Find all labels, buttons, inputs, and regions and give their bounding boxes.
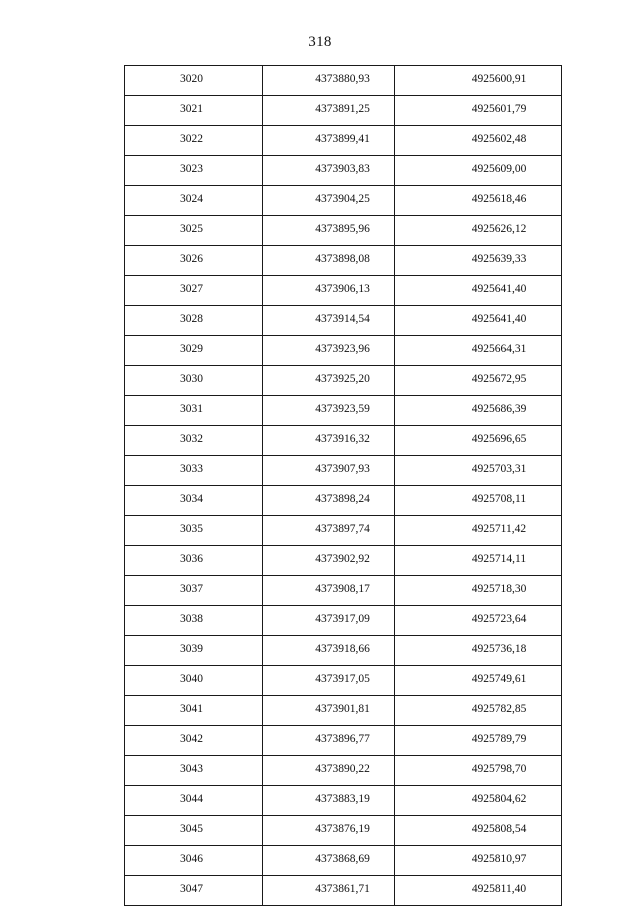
point-number-cell: 3024 [125, 186, 263, 216]
x-coordinate-cell: 4373917,05 [263, 666, 395, 696]
point-number-cell: 3029 [125, 336, 263, 366]
table-row [125, 516, 562, 546]
point-number-cell: 3038 [125, 606, 263, 636]
table-row [125, 246, 562, 276]
x-coordinate-cell: 4373906,13 [263, 276, 395, 306]
x-coordinate-cell: 4373876,19 [263, 816, 395, 846]
table-row [125, 876, 562, 906]
table-row [125, 636, 562, 666]
y-coordinate-cell: 4925618,46 [395, 186, 562, 216]
y-coordinate-cell: 4925641,40 [395, 306, 562, 336]
y-coordinate-cell: 4925736,18 [395, 636, 562, 666]
table-row [125, 696, 562, 726]
point-number-cell: 3036 [125, 546, 263, 576]
coordinates-table [124, 65, 562, 906]
point-number-cell: 3031 [125, 396, 263, 426]
point-number-cell: 3025 [125, 216, 263, 246]
y-coordinate-cell: 4925686,39 [395, 396, 562, 426]
x-coordinate-cell: 4373899,41 [263, 126, 395, 156]
table-row [125, 786, 562, 816]
point-number-cell: 3039 [125, 636, 263, 666]
y-coordinate-cell: 4925600,91 [395, 66, 562, 96]
y-coordinate-cell: 4925601,79 [395, 96, 562, 126]
x-coordinate-cell: 4373904,25 [263, 186, 395, 216]
x-coordinate-cell: 4373918,66 [263, 636, 395, 666]
point-number-cell: 3032 [125, 426, 263, 456]
table-row [125, 486, 562, 516]
y-coordinate-cell: 4925782,85 [395, 696, 562, 726]
y-coordinate-cell: 4925602,48 [395, 126, 562, 156]
table-row [125, 756, 562, 786]
y-coordinate-cell: 4925718,30 [395, 576, 562, 606]
y-coordinate-cell: 4925808,54 [395, 816, 562, 846]
point-number-cell: 3026 [125, 246, 263, 276]
y-coordinate-cell: 4925664,31 [395, 336, 562, 366]
y-coordinate-cell: 4925626,12 [395, 216, 562, 246]
table-row [125, 186, 562, 216]
x-coordinate-cell: 4373902,92 [263, 546, 395, 576]
table-row [125, 96, 562, 126]
table-row [125, 126, 562, 156]
y-coordinate-cell: 4925609,00 [395, 156, 562, 186]
point-number-cell: 3033 [125, 456, 263, 486]
point-number-cell: 3023 [125, 156, 263, 186]
x-coordinate-cell: 4373895,96 [263, 216, 395, 246]
point-number-cell: 3035 [125, 516, 263, 546]
y-coordinate-cell: 4925811,40 [395, 876, 562, 906]
table-row [125, 546, 562, 576]
point-number-cell: 3020 [125, 66, 263, 96]
point-number-cell: 3041 [125, 696, 263, 726]
point-number-cell: 3040 [125, 666, 263, 696]
y-coordinate-cell: 4925789,79 [395, 726, 562, 756]
point-number-cell: 3021 [125, 96, 263, 126]
point-number-cell: 3042 [125, 726, 263, 756]
coordinates-table-body [125, 66, 562, 906]
x-coordinate-cell: 4373901,81 [263, 696, 395, 726]
table-row [125, 366, 562, 396]
table-row [125, 396, 562, 426]
y-coordinate-cell: 4925804,62 [395, 786, 562, 816]
y-coordinate-cell: 4925714,11 [395, 546, 562, 576]
y-coordinate-cell: 4925639,33 [395, 246, 562, 276]
y-coordinate-cell: 4925708,11 [395, 486, 562, 516]
point-number-cell: 3044 [125, 786, 263, 816]
table-row [125, 576, 562, 606]
y-coordinate-cell: 4925696,65 [395, 426, 562, 456]
y-coordinate-cell: 4925703,31 [395, 456, 562, 486]
x-coordinate-cell: 4373908,17 [263, 576, 395, 606]
x-coordinate-cell: 4373916,32 [263, 426, 395, 456]
table-row [125, 306, 562, 336]
table-row [125, 216, 562, 246]
table-row [125, 276, 562, 306]
table-row [125, 846, 562, 876]
y-coordinate-cell: 4925723,64 [395, 606, 562, 636]
point-number-cell: 3027 [125, 276, 263, 306]
page-number: 318 [308, 34, 332, 50]
y-coordinate-cell: 4925810,97 [395, 846, 562, 876]
table-row [125, 66, 562, 96]
y-coordinate-cell: 4925672,95 [395, 366, 562, 396]
point-number-cell: 3047 [125, 876, 263, 906]
x-coordinate-cell: 4373923,96 [263, 336, 395, 366]
x-coordinate-cell: 4373903,83 [263, 156, 395, 186]
point-number-cell: 3045 [125, 816, 263, 846]
point-number-cell: 3034 [125, 486, 263, 516]
x-coordinate-cell: 4373917,09 [263, 606, 395, 636]
x-coordinate-cell: 4373883,19 [263, 786, 395, 816]
table-row [125, 666, 562, 696]
table-row [125, 456, 562, 486]
table-row [125, 426, 562, 456]
x-coordinate-cell: 4373914,54 [263, 306, 395, 336]
point-number-cell: 3030 [125, 366, 263, 396]
x-coordinate-cell: 4373896,77 [263, 726, 395, 756]
x-coordinate-cell: 4373898,24 [263, 486, 395, 516]
x-coordinate-cell: 4373923,59 [263, 396, 395, 426]
x-coordinate-cell: 4373891,25 [263, 96, 395, 126]
table-row [125, 606, 562, 636]
x-coordinate-cell: 4373861,71 [263, 876, 395, 906]
table-row [125, 726, 562, 756]
point-number-cell: 3046 [125, 846, 263, 876]
point-number-cell: 3028 [125, 306, 263, 336]
table-row [125, 336, 562, 366]
point-number-cell: 3037 [125, 576, 263, 606]
y-coordinate-cell: 4925749,61 [395, 666, 562, 696]
x-coordinate-cell: 4373880,93 [263, 66, 395, 96]
x-coordinate-cell: 4373925,20 [263, 366, 395, 396]
table-row [125, 156, 562, 186]
x-coordinate-cell: 4373898,08 [263, 246, 395, 276]
x-coordinate-cell: 4373907,93 [263, 456, 395, 486]
y-coordinate-cell: 4925711,42 [395, 516, 562, 546]
x-coordinate-cell: 4373897,74 [263, 516, 395, 546]
x-coordinate-cell: 4373890,22 [263, 756, 395, 786]
y-coordinate-cell: 4925798,70 [395, 756, 562, 786]
table-row [125, 816, 562, 846]
point-number-cell: 3022 [125, 126, 263, 156]
x-coordinate-cell: 4373868,69 [263, 846, 395, 876]
y-coordinate-cell: 4925641,40 [395, 276, 562, 306]
point-number-cell: 3043 [125, 756, 263, 786]
